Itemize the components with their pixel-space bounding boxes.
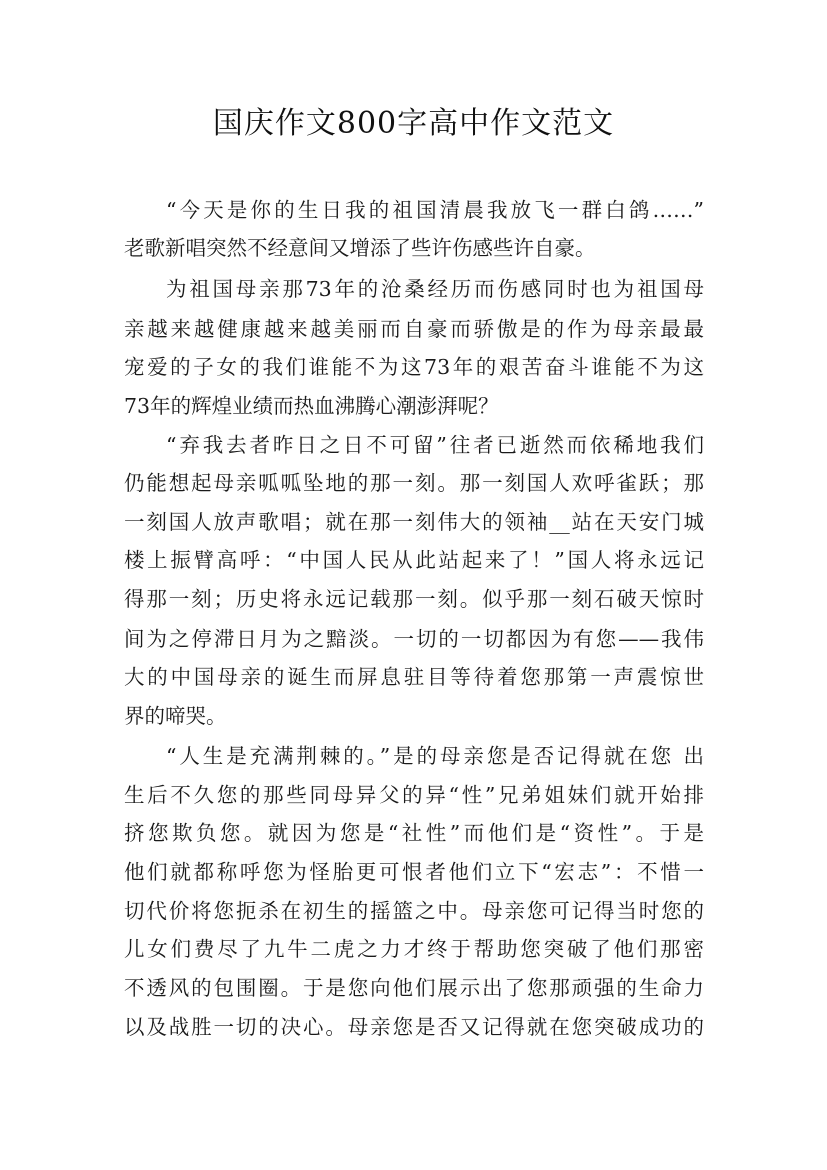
paragraph-3-line-3: 一刻国人放声歌唱；就在那一刻伟大的领袖__站在天安门城 bbox=[124, 510, 704, 534]
paragraph-4-line-5: 切代价将您扼杀在初生的摇篮之中。母亲您可记得当时您的 bbox=[124, 899, 704, 923]
document-title: 国庆作文800字高中作文范文 bbox=[212, 106, 615, 141]
paragraph-3-line-4: 楼上振臂高呼：“中国人民从此站起来了！”国人将永远记 bbox=[124, 548, 704, 572]
paragraph-2-line-2: 亲越来越健康越来越美丽而自豪而骄傲是的作为母亲最最 bbox=[124, 317, 704, 341]
paragraph-4-line-1: “人生是充满荆棘的。”是的母亲您是否记得就在您 出 bbox=[166, 744, 704, 768]
paragraph-2-line-4: 73年的辉煌业绩而热血沸腾心潮澎湃呢？ bbox=[124, 394, 499, 418]
paragraph-3-line-5: 得那一刻；历史将永远记载那一刻。似乎那一刻石破天惊时 bbox=[124, 587, 704, 611]
paragraph-4-line-8: 以及战胜一切的决心。母亲您是否又记得就在您突破成功的 bbox=[124, 1015, 704, 1039]
paragraph-4-line-7: 不透风的包围圈。于是您向他们展示出了您那顽强的生命力 bbox=[124, 976, 704, 1000]
paragraph-3-line-7: 大的中国母亲的诞生而屏息驻目等待着您那第一声震惊世 bbox=[124, 665, 704, 689]
paragraph-4-line-2: 生后不久您的那些同母异父的异“性”兄弟姐妹们就开始排 bbox=[124, 783, 704, 807]
paragraph-1-line-2: 老歌新唱突然不经意间又增添了些许伤感些许自豪。 bbox=[124, 236, 596, 260]
paragraph-3-line-2: 仍能想起母亲呱呱坠地的那一刻。那一刻国人欢呼雀跃；那 bbox=[124, 471, 704, 495]
paragraph-3-line-1: “弃我去者昨日之日不可留”往者已逝然而依稀地我们 bbox=[166, 433, 704, 457]
paragraph-3-line-6: 间为之停滞日月为之黯淡。一切的一切都因为有您——我伟 bbox=[124, 627, 704, 651]
paragraph-4-line-6: 儿女们费尽了九牛二虎之力才终于帮助您突破了他们那密 bbox=[124, 937, 704, 961]
paragraph-2-line-3: 宠爱的子女的我们谁能不为这73年的艰苦奋斗谁能不为这 bbox=[124, 355, 704, 379]
paragraph-3-line-8: 界的啼哭。 bbox=[124, 704, 227, 728]
paragraph-4-line-3: 挤您欺负您。就因为您是“社性”而他们是“资性”。于是 bbox=[124, 821, 704, 845]
paragraph-2-line-1: 为祖国母亲那73年的沧桑经历而伤感同时也为祖国母 bbox=[166, 277, 704, 301]
paragraph-1-line-1: “今天是你的生日我的祖国清晨我放飞一群白鸽……” bbox=[166, 198, 704, 222]
paragraph-4-line-4: 他们就都称呼您为怪胎更可恨者他们立下“宏志”：不惜一 bbox=[124, 860, 704, 884]
